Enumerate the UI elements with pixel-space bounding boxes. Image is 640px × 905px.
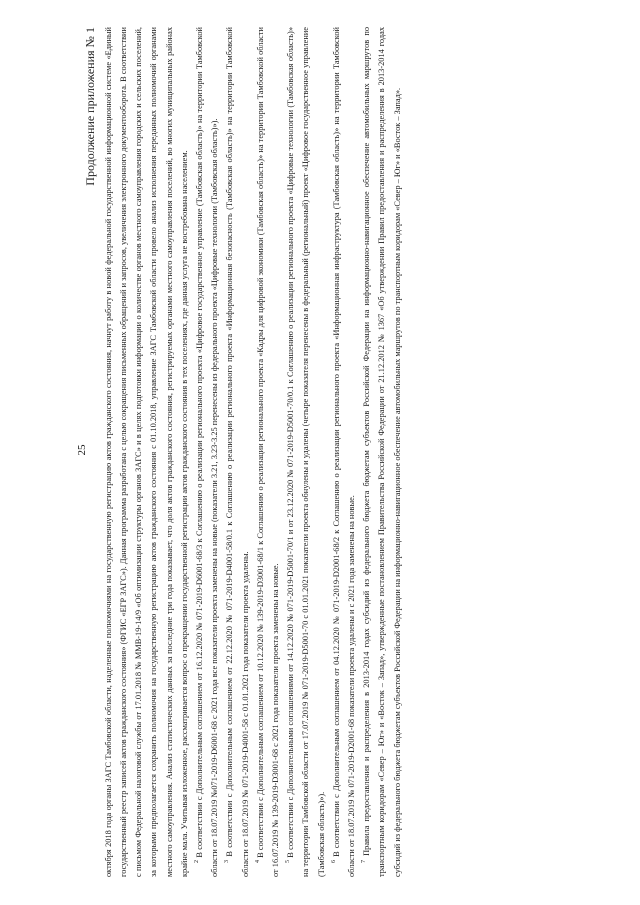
footnote-5: $^5$ В соответствии с Дополнительными соглашениями от 14.12.2020 № 071-2019-D5001-70/1 и от 23.12.2020 № 071-2019-D5001-70/0.1 к Соглашению о реализации регионального проекта «Цифровые технологии (Тамбовская область)» на территории Тамбовской области от 17.07.2019 № 071-2019-D5001-70 с 01.01.2021 показатели проекта обнулены и удалены (четыре показателя перенесены в федеральный (региональный) проект «Цифровое государственное управление (Тамбовская область)»). <box>285 27 326 877</box>
footnote-continuation: октября 2018 года органы ЗАГС Тамбовской области, наделенные полномочиями на государственную регистрацию актов гражданского состояния, начнут работу в новой федеральной государственной информационной системе «Единый государственный реестр записей актов гражданского состояния» (ФГИС «ЕГР ЗАГС»). Данная программа разработана с целью сокращения письменных обращений и запросов, увеличения электронного документооборота. В соответствии с письмом Федеральной налоговой службы от 17.01.2018 № ММВ-19-14/9 «Об оптимизации структуры органов ЗАГС» и в целях подготовки информации о количестве органов местного самоуправления городских и сельских поселений, за которыми предполагается сохранить полномочия на государственную регистрацию актов гражданского состояния с 01.10.2018, управление ЗАГС Тамбовской области провело анализ исполнения переданных полномочий органами местного самоуправления. Анализ статистических данных за последние три года показывает, что доля актов гражданского состояния, регистрируемых органами местного самоуправления поселений, во многих муниципальных районах крайне мала. Учитывая изложенное, рассматривается вопрос о прекращении государственной регистрации актов гражданского состояния в тех поселениях, где данная услуга не востребована населением. <box>103 27 189 877</box>
footnote-6: $^6$ В соответствии с Дополнительным соглашением от 04.12.2020 № 071-2019-D2001-68/2 к Соглашению о реализации регионального проекта «Информационная инфраструктура (Тамбовская область)» на территории Тамбовской области от 18.07.2019 № 071-2019-D2001-68 показатели проекта удалены и с 2021 года заменены на новые. <box>331 27 357 877</box>
footnote-7: $^7$ Правила предоставления и распределения в 2013-2014 годах субсидий из федерального бюджета бюджетам субъектов Российской Федерации на информационно-навигационное обеспечение автомобильных маршрутов по транспортным коридорам «Север – Юг» и «Восток – Запад», утвержденные постановлением Правительства Российской Федерации от 21.12.2012 № 1367 «Об утверждении Правил предоставления и распределения в 2013-2014 годах субсидий из федерального бюджета бюджетам субъектов Российской Федерации на информационно-навигационное обеспечение автомобильных маршрутов по транспортным коридорам «Север – Юг» и «Восток – Запад». <box>361 27 402 877</box>
footnote-3: $^3$ В соответствии с Дополнительным соглашением от 22.12.2020 № 071-2019-D4001-58/0.1 к Соглашению о реализации регионального проекта «Информационная безопасность (Тамбовская область)» на территории Тамбовской области от 18.07.2019 № 071-2019-D4001-58 с 01.01.2021 года показатели проекта удалены. <box>224 27 250 877</box>
footnote-2: $^2$ В соответствии с Дополнительным соглашением от 16.12.2020 № 071-2019-D6001-68/3 к Соглашению о реализации регионального проекта «Цифровое государственное управление (Тамбовская область)» на территории Тамбовской области от 18.07.2019 №071-2019-D6001-68 с 2021 года все показатели проекта заменены на новые (показатели 3.21, 3.23-3.25 перенесены из федерального проекта «Цифровые технологии (Тамбовская область)»). <box>194 27 220 877</box>
footnotes-block <box>98 27 405 877</box>
footnote-4: $^4$ В соответствии с Дополнительным соглашением от 10.12.2020 № 139-2019-D3001-68/1 к Соглашению о реализации регионального проекта «Кадры для цифровой экономики (Тамбовская область)» на территории Тамбовской области от 16.07.2019 № 139-2019-D3001-68 с 2021 года показатели проекта заменены на новые. <box>255 27 281 877</box>
section-heading: Продолжение приложения № 1 <box>83 27 97 186</box>
page-content <box>82 27 558 877</box>
page-number: 25 <box>76 444 88 456</box>
